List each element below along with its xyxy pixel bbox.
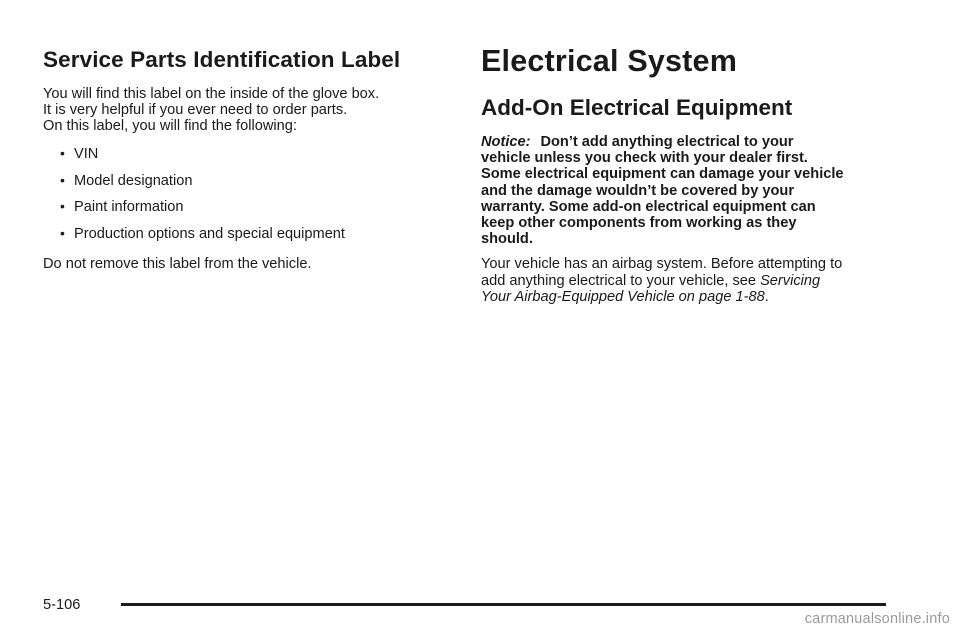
subsection-title: Add-On Electrical Equipment xyxy=(481,95,793,120)
para-end: . xyxy=(764,288,769,305)
notice-line: vehicle unless you check with your dealer first. xyxy=(481,150,808,167)
right-column xyxy=(481,44,901,305)
airbag-paragraph xyxy=(481,256,901,305)
list-item-text: VIN xyxy=(74,146,99,162)
bullet-icon: • xyxy=(60,198,65,214)
para-line xyxy=(481,289,901,305)
footer-divider xyxy=(121,603,886,606)
notice-label: Notice: xyxy=(481,134,531,150)
bullet-icon: • xyxy=(60,145,65,161)
para-line xyxy=(481,273,901,289)
cross-reference-link[interactable]: Your Airbag-Equipped Vehicle on page 1-88 xyxy=(481,288,765,305)
cross-reference-link[interactable]: Servicing xyxy=(760,272,821,289)
watermark: carmanualsonline.info xyxy=(804,611,950,627)
intro-paragraph xyxy=(43,86,448,134)
bullet-icon: • xyxy=(60,171,65,188)
list-item-text: Paint information xyxy=(74,199,184,215)
label-contents-list xyxy=(60,146,448,242)
notice-line: Some electrical equipment can damage your vehicle xyxy=(481,166,844,183)
service-parts-heading: Service Parts Identification Label xyxy=(43,47,401,72)
intro-line: On this label, you will find the following: xyxy=(43,118,297,134)
list-item xyxy=(60,226,448,242)
para-text: add anything electrical to your vehicle, see xyxy=(481,272,761,289)
notice-line: should. xyxy=(481,231,533,248)
intro-line: It is very helpful if you ever need to order parts. xyxy=(43,102,348,118)
list-item xyxy=(60,199,448,215)
notice-text: Don’t add anything electrical to your xyxy=(540,134,794,150)
bullet-icon: • xyxy=(60,224,65,241)
intro-line: You will find this label on the inside of the glove box. xyxy=(43,86,380,102)
para-line: Your vehicle has an airbag system. Before attempting to xyxy=(481,256,843,273)
left-column xyxy=(43,46,448,272)
section-title: Electrical System xyxy=(481,44,738,78)
list-item xyxy=(60,173,448,189)
notice-line: keep other components from working as they xyxy=(481,215,797,232)
closing-paragraph: Do not remove this label from the vehicle. xyxy=(43,255,312,272)
notice-line: and the damage wouldn’t be covered by your xyxy=(481,182,795,199)
list-item-text: Model designation xyxy=(74,172,193,189)
notice-line: warranty. Some add-on electrical equipment can xyxy=(481,198,816,215)
notice-line xyxy=(481,134,901,150)
notice-paragraph xyxy=(481,134,901,247)
list-item-text: Production options and special equipment xyxy=(74,225,345,242)
page-number: 5-106 xyxy=(43,597,81,613)
list-item xyxy=(60,146,448,162)
